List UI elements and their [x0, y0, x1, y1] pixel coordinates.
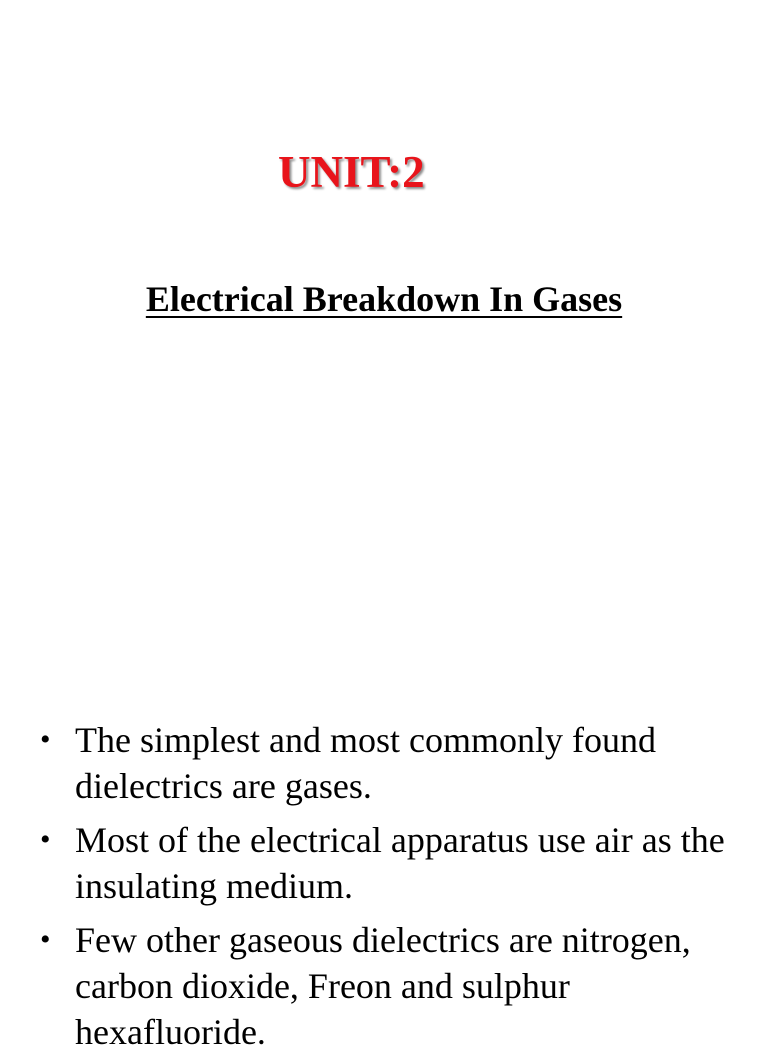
bullet-item — [40, 717, 730, 809]
bullet-item — [40, 917, 730, 1055]
bullet-text: The simplest and most commonly found dielectrics are gases. — [75, 720, 656, 806]
section-title: Electrical Breakdown In Gases — [145, 279, 623, 319]
bullet-item — [40, 817, 730, 909]
bullet-icon: • — [40, 723, 51, 756]
bullet-icon: • — [40, 923, 51, 956]
bullet-icon: • — [40, 823, 51, 856]
unit-title: UNIT:2 — [278, 147, 425, 197]
bullet-text: Few other gaseous dielectrics are nitrogen, carbon dioxide, Freon and sulphur hexafluoride. — [75, 920, 691, 1052]
bullet-text: Most of the electrical apparatus use air as the insulating medium. — [75, 820, 725, 906]
bullet-list — [40, 717, 730, 1063]
